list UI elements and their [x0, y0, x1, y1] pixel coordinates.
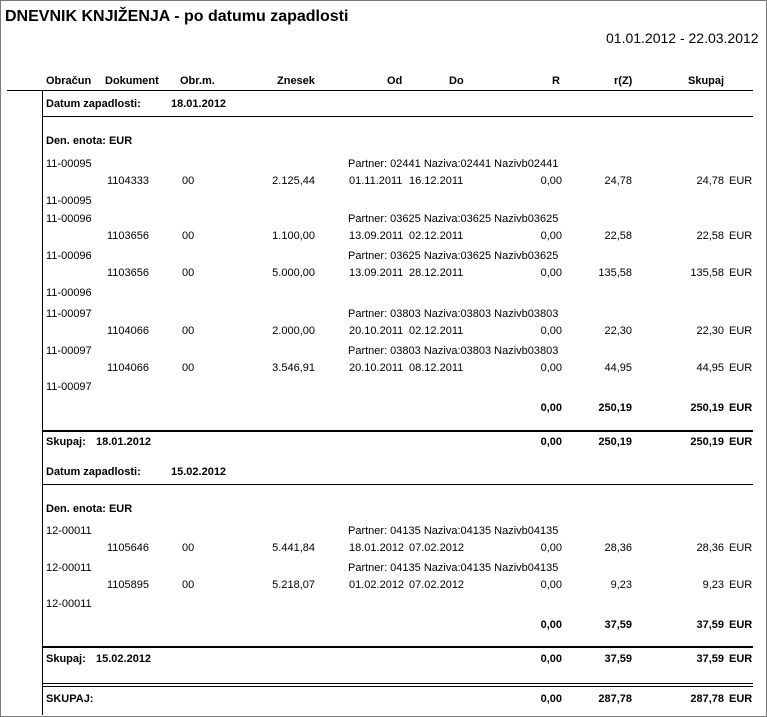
entry-rz: 24,78 — [604, 175, 632, 187]
document-number: 1104333 — [107, 175, 150, 187]
entry-rz: 135,58 — [598, 267, 632, 279]
entry-currency: EUR — [729, 175, 753, 187]
group-rule — [42, 116, 753, 117]
amount: 5.441,84 — [272, 542, 315, 554]
partner-info: Partner: 03803 Naziva:03803 Nazivb03803 — [348, 308, 559, 320]
date-to: 16.12.2011 — [409, 175, 464, 187]
date-from: 01.02.2012 — [349, 579, 405, 591]
entry-rz: 28,36 — [604, 542, 632, 554]
date-to: 02.12.2011 — [409, 230, 464, 242]
entry-rz: 22,30 — [604, 325, 632, 337]
entry-code: 11-00095 — [46, 158, 92, 170]
obr-m: 00 — [182, 362, 195, 374]
entry-r: 0,00 — [540, 175, 562, 187]
date-to: 07.02.2012 — [409, 542, 465, 554]
group-total-skupaj: 250,19 — [690, 436, 724, 448]
document-number: 1104066 — [107, 325, 150, 337]
partner-info: Partner: 04135 Naziva:04135 Nazivb04135 — [348, 525, 559, 537]
due-date-label: Datum zapadlosti: — [46, 98, 141, 110]
col-r: R — [552, 75, 560, 87]
group-total-r: 0,00 — [540, 653, 562, 665]
subtotal-rz: 37,59 — [604, 619, 632, 631]
date-to: 28.12.2011 — [409, 267, 464, 279]
date-to: 07.02.2012 — [409, 579, 465, 591]
entry-r: 0,00 — [540, 325, 562, 337]
group-total-r: 0,00 — [540, 436, 562, 448]
date-from: 13.09.2011 — [349, 230, 404, 242]
entry-rz: 22,58 — [604, 230, 632, 242]
entry-skupaj: 24,78 — [696, 175, 724, 187]
date-from: 18.01.2012 — [349, 542, 405, 554]
entry-rz: 9,23 — [610, 579, 632, 591]
entry-rz: 44,95 — [604, 362, 632, 374]
grand-total-currency: EUR — [729, 693, 753, 705]
document-number: 1104066 — [107, 362, 150, 374]
subtotal-rz: 250,19 — [598, 402, 632, 414]
entry-code: 11-00096 — [46, 250, 92, 262]
group-total-label: Skupaj: — [46, 653, 86, 665]
group-total-rz: 250,19 — [598, 436, 632, 448]
entry-skupaj: 22,58 — [696, 230, 724, 242]
grand-total-rz: 287,78 — [598, 693, 632, 705]
entry-r: 0,00 — [540, 362, 562, 374]
group-total-currency: EUR — [729, 436, 753, 448]
entry-code: 11-00097 — [46, 381, 92, 393]
currency-unit: Den. enota: EUR — [46, 135, 133, 147]
entry-code: 12-00011 — [46, 598, 92, 610]
col-rz: r(Z) — [614, 75, 633, 87]
due-date-label: Datum zapadlosti: — [46, 466, 141, 478]
entry-code: 12-00011 — [46, 525, 92, 537]
group-total-rz: 37,59 — [604, 653, 632, 665]
due-date-value: 18.01.2012 — [171, 98, 227, 110]
date-from: 20.10.2011 — [349, 362, 404, 374]
amount: 5.218,07 — [272, 579, 315, 591]
group-total-skupaj: 37,59 — [696, 653, 724, 665]
entry-skupaj: 22,30 — [696, 325, 724, 337]
subtotal-skupaj: 37,59 — [696, 619, 724, 631]
subtotal-r: 0,00 — [540, 402, 562, 414]
date-to: 08.12.2011 — [409, 362, 464, 374]
group-total-label: Skupaj: — [46, 436, 86, 448]
report-title: DNEVNIK KNJIŽENJA - po datumu zapadlosti — [5, 8, 349, 25]
entry-code: 11-00097 — [46, 345, 92, 357]
currency-unit: Den. enota: EUR — [46, 503, 133, 515]
col-znesek: Znesek — [277, 75, 315, 87]
group-total-date: 15.02.2012 — [96, 653, 152, 665]
entry-code: 11-00096 — [46, 287, 92, 299]
partner-info: Partner: 03803 Naziva:03803 Nazivb03803 — [348, 345, 559, 357]
obr-m: 00 — [182, 230, 195, 242]
entry-code: 11-00096 — [46, 213, 92, 225]
col-obrm: Obr.m. — [180, 75, 215, 87]
partner-info: Partner: 03625 Naziva:03625 Nazivb03625 — [348, 213, 559, 225]
entry-r: 0,00 — [540, 230, 562, 242]
entry-currency: EUR — [729, 230, 753, 242]
entry-currency: EUR — [729, 579, 753, 591]
entry-currency: EUR — [729, 325, 753, 337]
grand-total-rule-2 — [42, 686, 753, 687]
entry-r: 0,00 — [540, 542, 562, 554]
amount: 2.000,00 — [272, 325, 315, 337]
entry-skupaj: 44,95 — [696, 362, 724, 374]
obr-m: 00 — [182, 325, 195, 337]
subtotal-skupaj: 250,19 — [690, 402, 724, 414]
grand-total-label: SKUPAJ: — [46, 693, 94, 705]
total-rule — [42, 430, 753, 432]
entry-skupaj: 9,23 — [702, 579, 724, 591]
obr-m: 00 — [182, 267, 195, 279]
amount: 3.546,91 — [272, 362, 315, 374]
entry-currency: EUR — [729, 362, 753, 374]
subtotal-currency: EUR — [729, 619, 753, 631]
entry-skupaj: 135,58 — [690, 267, 724, 279]
grand-total-rule-1 — [42, 683, 753, 684]
date-to: 02.12.2011 — [409, 325, 464, 337]
entry-code: 11-00095 — [46, 195, 92, 207]
partner-info: Partner: 04135 Naziva:04135 Nazivb04135 — [348, 562, 559, 574]
date-from: 01.11.2011 — [349, 175, 403, 187]
grand-total-r: 0,00 — [540, 693, 562, 705]
due-date-value: 15.02.2012 — [171, 466, 227, 478]
entry-r: 0,00 — [540, 579, 562, 591]
subtotal-r: 0,00 — [540, 619, 562, 631]
entry-code: 12-00011 — [46, 562, 92, 574]
grand-total-skupaj: 287,78 — [690, 693, 724, 705]
entry-r: 0,00 — [540, 267, 562, 279]
obr-m: 00 — [182, 175, 195, 187]
col-skupaj: Skupaj — [688, 75, 725, 87]
entry-currency: EUR — [729, 267, 753, 279]
col-od: Od — [387, 75, 403, 87]
document-number: 1105646 — [107, 542, 150, 554]
obr-m: 00 — [182, 542, 195, 554]
date-from: 13.09.2011 — [349, 267, 404, 279]
document-number: 1103656 — [107, 230, 150, 242]
entry-code: 11-00097 — [46, 308, 92, 320]
amount: 2.125,44 — [272, 175, 315, 187]
total-rule — [42, 646, 753, 648]
col-dokument: Dokument — [105, 75, 159, 87]
date-from: 20.10.2011 — [349, 325, 404, 337]
document-number: 1105895 — [107, 579, 150, 591]
entry-currency: EUR — [729, 542, 753, 554]
entry-skupaj: 28,36 — [696, 542, 724, 554]
group-total-date: 18.01.2012 — [96, 436, 152, 448]
amount: 1.100,00 — [272, 230, 315, 242]
subtotal-currency: EUR — [729, 402, 753, 414]
col-obracun: Obračun — [46, 75, 92, 87]
partner-info: Partner: 03625 Naziva:03625 Nazivb03625 — [348, 250, 559, 262]
left-rule — [42, 90, 43, 715]
group-rule — [42, 484, 753, 485]
partner-info: Partner: 02441 Naziva:02441 Nazivb02441 — [348, 158, 559, 170]
document-number: 1103656 — [107, 267, 150, 279]
col-do: Do — [449, 75, 464, 87]
date-range: 01.01.2012 - 22.03.2012 — [606, 30, 759, 46]
obr-m: 00 — [182, 579, 195, 591]
amount: 5.000,00 — [272, 267, 315, 279]
header-rule — [7, 90, 753, 91]
group-total-currency: EUR — [729, 653, 753, 665]
